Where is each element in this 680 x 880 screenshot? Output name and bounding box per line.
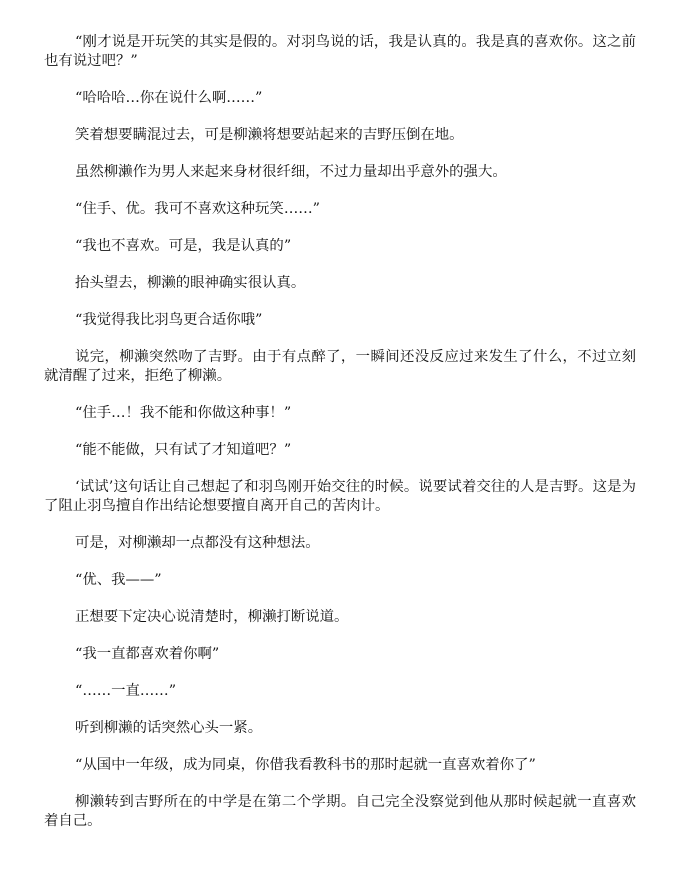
paragraph: “我一直都喜欢着你啊” [75,646,220,662]
paragraph: 可是，对柳濑却一点都没有这种想法。 [75,535,320,551]
paragraph: 柳濑转到吉野所在的中学是在第二个学期。自己完全没察觉到他从那时候起就一直喜欢着自己。 [44,794,636,829]
paragraph: “能不能做，只有试了才知道吧？” [75,442,292,458]
paragraph: “我觉得我比羽鸟更合适你哦” [75,312,263,328]
paragraph: “哈哈哈…你在说什么啊……” [75,90,263,106]
paragraph: “刚才说是开玩笑的其实是假的。对羽鸟说的话，我是认真的。我是真的喜欢你。这之前也有说过吧？” [44,34,636,69]
paragraph: “住手、优。我可不喜欢这种玩笑……” [75,201,320,217]
paragraph: “从国中一年级，成为同桌，你借我看教科书的那时起就一直喜欢着你了” [75,757,536,773]
paragraph: “优、我——” [75,572,162,588]
paragraph: “我也不喜欢。可是，我是认真的” [75,238,292,254]
paragraph: “……一直……” [75,683,177,699]
paragraph: 听到柳濑的话突然心头一紧。 [75,720,263,736]
paragraph: 正想要下定决心说清楚时，柳濑打断说道。 [75,609,349,625]
paragraph: 说完，柳濑突然吻了吉野。由于有点醉了，一瞬间还没反应过来发生了什么，不过立刻就清醒了过来，拒绝了柳濑。 [44,349,636,384]
paragraph: “住手…！我不能和你做这种事！” [75,405,292,421]
paragraph: ‘试试’这句话让自己想起了和羽鸟刚开始交往的时候。说要试着交往的人是吉野。这是为了阻止羽鸟擅自作出结论想要擅自离开自己的苦肉计。 [44,479,636,514]
paragraph: 笑着想要瞒混过去，可是柳濑将想要站起来的吉野压倒在地。 [75,127,464,143]
paragraph: 抬头望去，柳濑的眼神确实很认真。 [75,275,306,291]
paragraph: 虽然柳濑作为男人来起来身材很纤细，不过力量却出乎意外的强大。 [75,164,507,180]
